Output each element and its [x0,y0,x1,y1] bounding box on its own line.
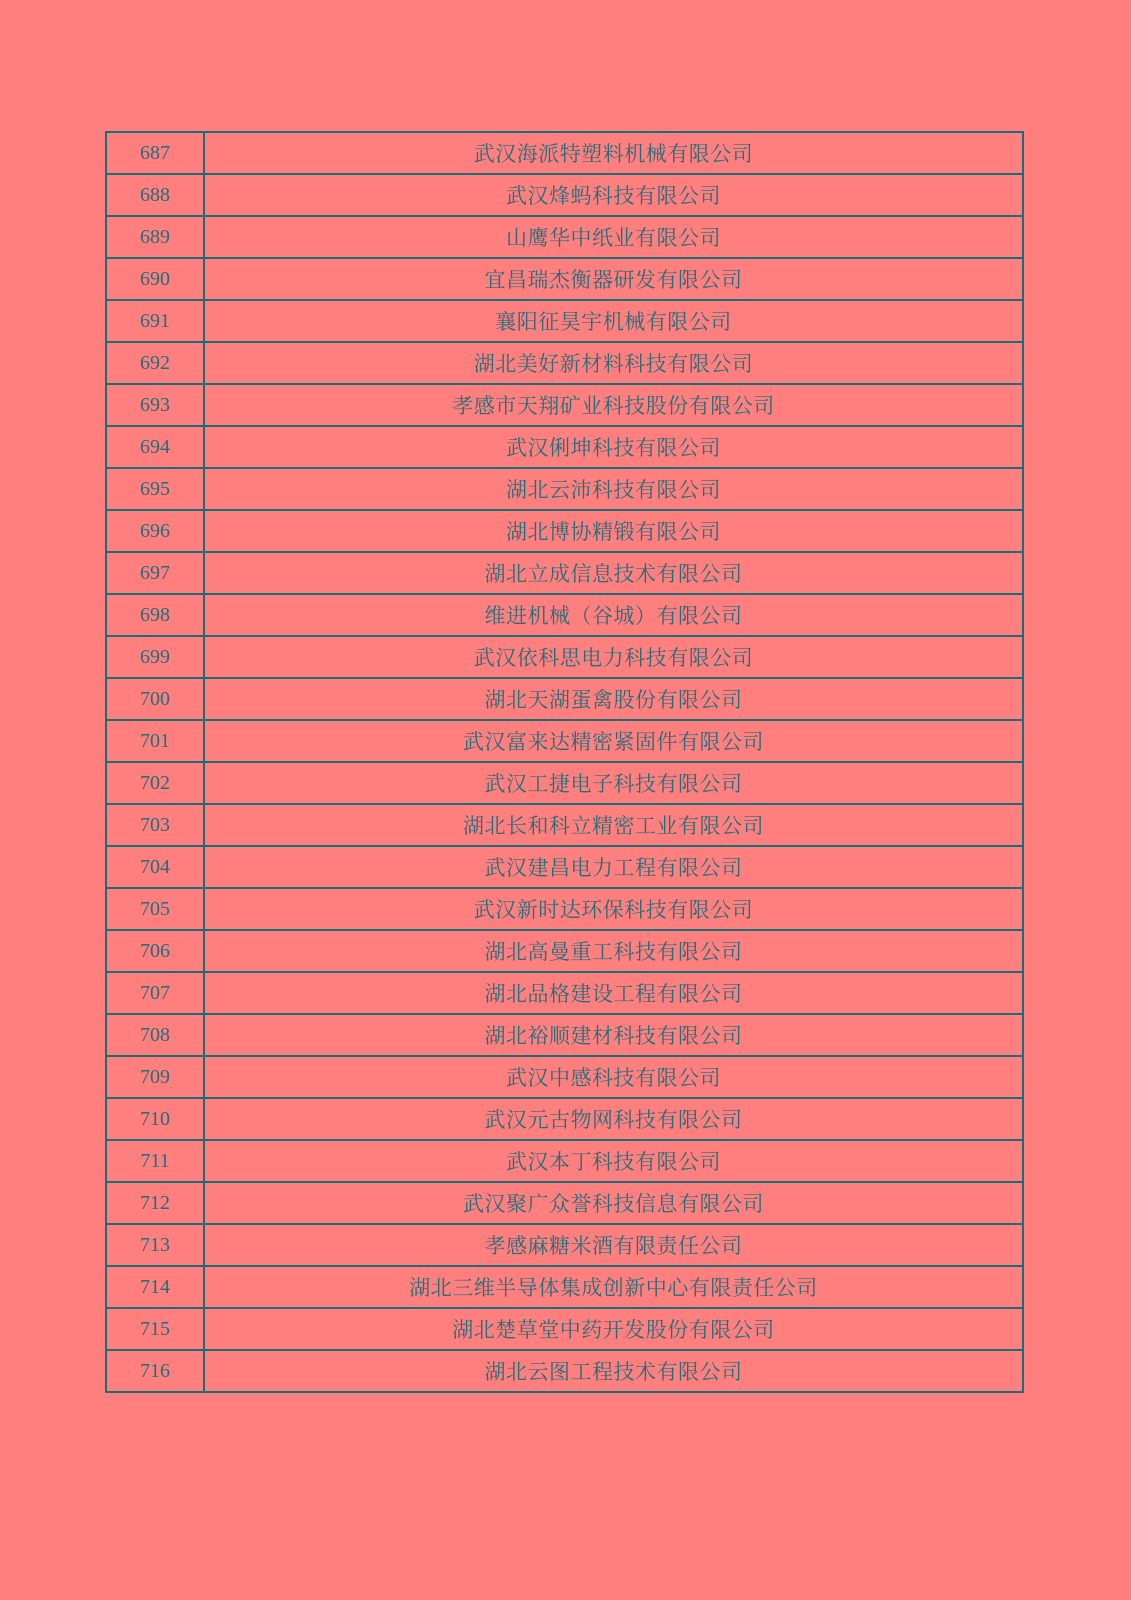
table-row [106,1140,1023,1182]
table-row [106,510,1023,552]
row-number: 694 [106,426,204,468]
table-row [106,1182,1023,1224]
company-name: 武汉本丁科技有限公司 [204,1140,1023,1182]
table-row [106,846,1023,888]
company-name: 湖北长和科立精密工业有限公司 [204,804,1023,846]
table-row [106,174,1023,216]
company-name: 武汉富来达精密紧固件有限公司 [204,720,1023,762]
company-name: 湖北立成信息技术有限公司 [204,552,1023,594]
company-name: 湖北三维半导体集成创新中心有限责任公司 [204,1266,1023,1308]
table-row [106,1056,1023,1098]
company-name: 宜昌瑞杰衡器研发有限公司 [204,258,1023,300]
table-row [106,300,1023,342]
company-name: 武汉聚广众誉科技信息有限公司 [204,1182,1023,1224]
row-number: 688 [106,174,204,216]
company-name: 湖北博协精锻有限公司 [204,510,1023,552]
row-number: 716 [106,1350,204,1392]
row-number: 687 [106,132,204,174]
table-row [106,1308,1023,1350]
table-row [106,678,1023,720]
company-name: 湖北云图工程技术有限公司 [204,1350,1023,1392]
table-row [106,1014,1023,1056]
table-row [106,216,1023,258]
table-row [106,972,1023,1014]
table-row [106,426,1023,468]
company-name: 山鹰华中纸业有限公司 [204,216,1023,258]
row-number: 695 [106,468,204,510]
table-row [106,1350,1023,1392]
row-number: 714 [106,1266,204,1308]
row-number: 693 [106,384,204,426]
row-number: 713 [106,1224,204,1266]
company-name: 武汉中感科技有限公司 [204,1056,1023,1098]
company-name: 湖北高曼重工科技有限公司 [204,930,1023,972]
company-name: 武汉俐坤科技有限公司 [204,426,1023,468]
company-name: 孝感市天翔矿业科技股份有限公司 [204,384,1023,426]
company-name: 武汉工捷电子科技有限公司 [204,762,1023,804]
table-row [106,384,1023,426]
table-row [106,762,1023,804]
row-number: 711 [106,1140,204,1182]
company-name: 武汉建昌电力工程有限公司 [204,846,1023,888]
company-list-table [105,131,1024,1393]
company-name: 孝感麻糖米酒有限责任公司 [204,1224,1023,1266]
row-number: 690 [106,258,204,300]
company-name: 武汉依科思电力科技有限公司 [204,636,1023,678]
table-row [106,468,1023,510]
row-number: 689 [106,216,204,258]
row-number: 706 [106,930,204,972]
row-number: 703 [106,804,204,846]
table-row [106,1098,1023,1140]
row-number: 700 [106,678,204,720]
table-row [106,720,1023,762]
row-number: 704 [106,846,204,888]
table-row [106,930,1023,972]
company-name: 维进机械（谷城）有限公司 [204,594,1023,636]
row-number: 709 [106,1056,204,1098]
table-row [106,132,1023,174]
table-row [106,888,1023,930]
company-name: 襄阳征昊宇机械有限公司 [204,300,1023,342]
row-number: 691 [106,300,204,342]
row-number: 699 [106,636,204,678]
row-number: 710 [106,1098,204,1140]
row-number: 715 [106,1308,204,1350]
table-row [106,342,1023,384]
row-number: 696 [106,510,204,552]
company-name: 湖北天湖蛋禽股份有限公司 [204,678,1023,720]
company-name: 武汉元古物网科技有限公司 [204,1098,1023,1140]
table-body [106,132,1023,1392]
table-row [106,1266,1023,1308]
company-name: 湖北品格建设工程有限公司 [204,972,1023,1014]
row-number: 707 [106,972,204,1014]
row-number: 701 [106,720,204,762]
company-name: 武汉新时达环保科技有限公司 [204,888,1023,930]
company-name: 湖北裕顺建材科技有限公司 [204,1014,1023,1056]
table-row [106,636,1023,678]
table-row [106,1224,1023,1266]
row-number: 712 [106,1182,204,1224]
table-row [106,552,1023,594]
row-number: 705 [106,888,204,930]
company-name: 湖北美好新材料科技有限公司 [204,342,1023,384]
row-number: 692 [106,342,204,384]
row-number: 698 [106,594,204,636]
table-row [106,804,1023,846]
row-number: 697 [106,552,204,594]
row-number: 702 [106,762,204,804]
company-name: 湖北楚草堂中药开发股份有限公司 [204,1308,1023,1350]
company-name: 武汉海派特塑料机械有限公司 [204,132,1023,174]
table-row [106,594,1023,636]
row-number: 708 [106,1014,204,1056]
table-row [106,258,1023,300]
company-name: 湖北云沛科技有限公司 [204,468,1023,510]
company-name: 武汉烽蚂科技有限公司 [204,174,1023,216]
